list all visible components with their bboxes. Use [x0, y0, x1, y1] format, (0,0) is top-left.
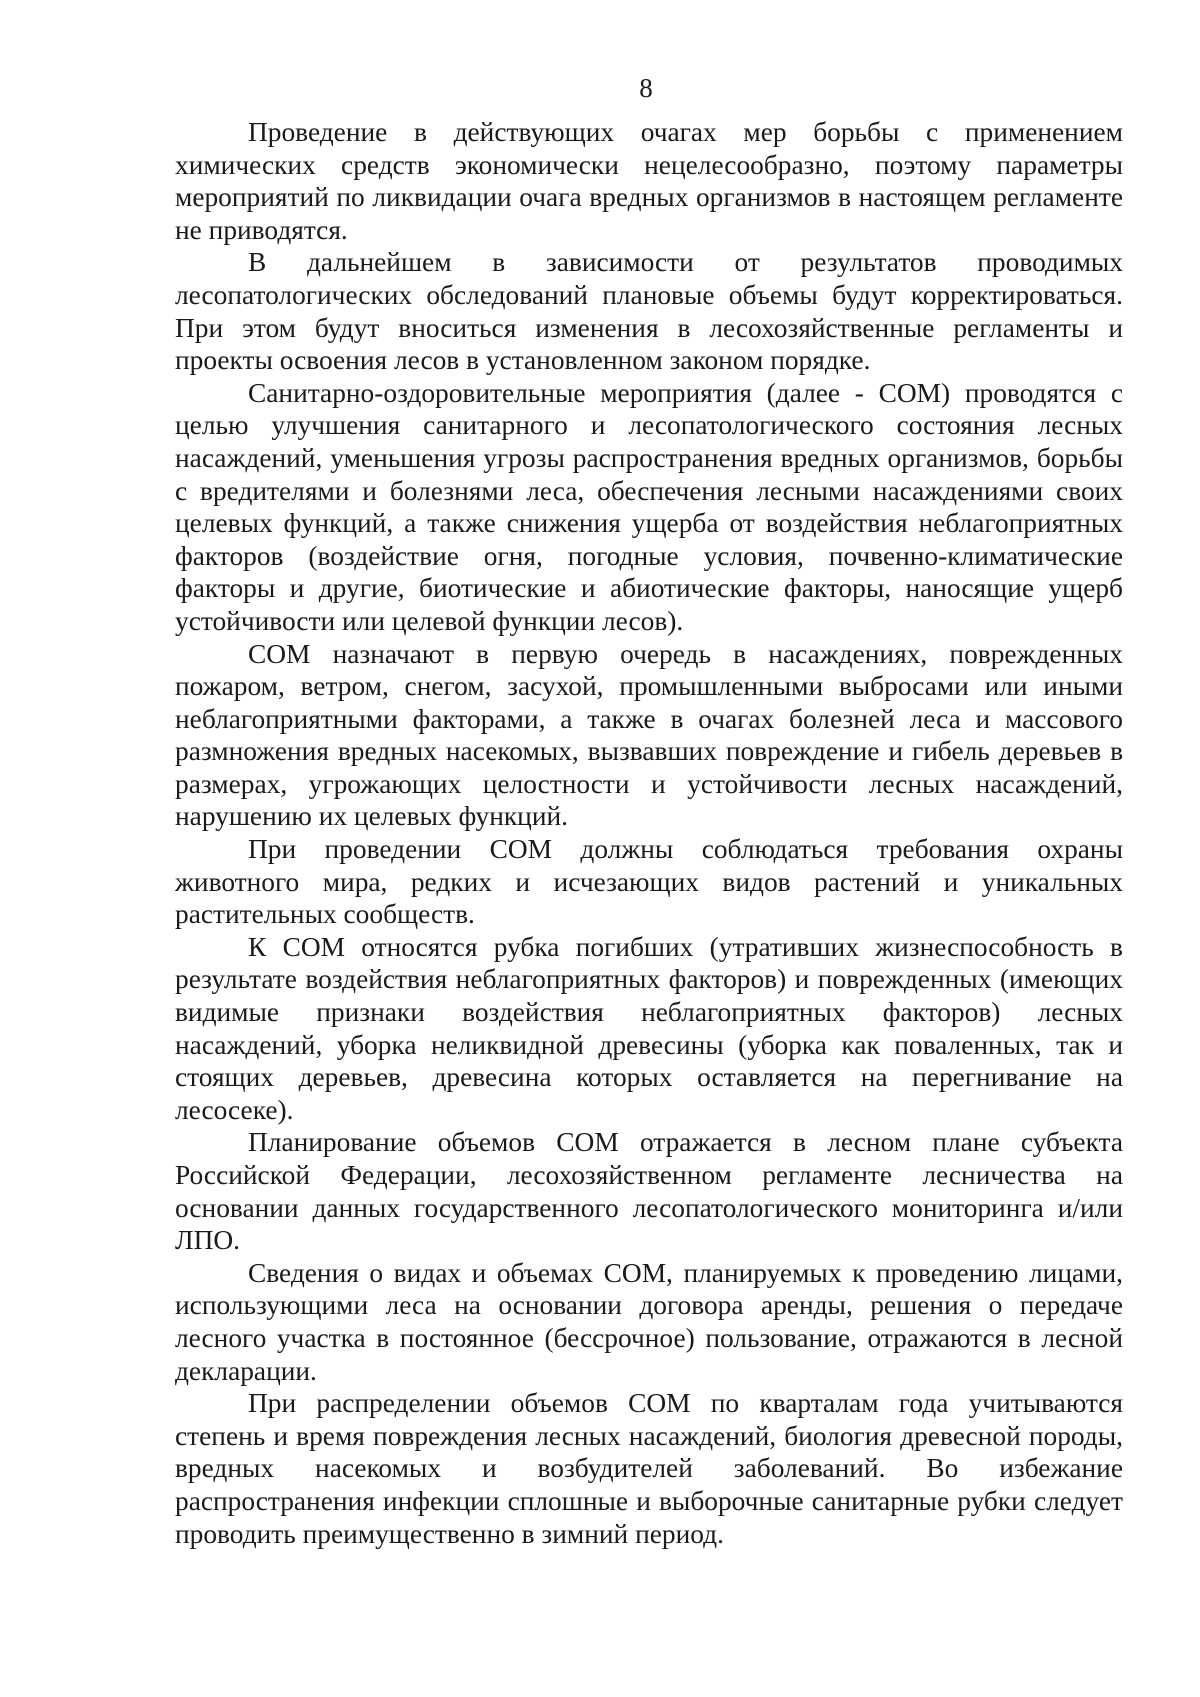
paragraph-som-assignment: СОМ назначают в первую очередь в насаждениях, поврежденных пожаром, ветром, снегом, засухой, промышленными выбросами или иными неблагоприятными факторами, а также в очагах болезней леса и массового размножения вредных насекомых, вызвавших повреждение и гибель деревьев в размерах, угрожающих целостности и устойчивости лесных насаждений, нарушению их целевых функций.	[175, 638, 1123, 832]
paragraph-forest-declaration: Сведения о видах и объемах СОМ, планируемых к проведению лицами, использующими леса на основании договора аренды, решения о передаче лесного участка в постоянное (бессрочное) пользование, отражаются в лесной декларации.	[175, 1257, 1123, 1386]
paragraph-som-types: К СОМ относятся рубка погибших (утративших жизнеспособность в результате воздействия неблагоприятных факторов) и поврежденных (имеющих видимые признаки воздействия неблагоприятных факторов) лесных насаждений, уборка неликвидной древесины (уборка как поваленных, так и стоящих деревьев, древесина которых оставляется на перегнивание на лесосеке).	[175, 931, 1123, 1125]
paragraph-chemical-control: Проведение в действующих очагах мер борьбы с применением химических средств экономически нецелесообразно, поэтому параметры мероприятий по ликвидации очага вредных организмов в настоящем регламенте не приводятся.	[175, 117, 1123, 245]
paragraph-som-planning: Планирование объемов СОМ отражается в лесном плане субъекта Российской Федерации, лесохозяйственном регламенте лесничества на основании данных государственного лесопатологического мониторинга и/или ЛПО.	[175, 1127, 1123, 1256]
paragraph-wildlife-protection: При проведении СОМ должны соблюдаться требования охраны животного мира, редких и исчезающих видов растений и уникальных растительных сообществ.	[175, 834, 1123, 930]
paragraph-quarterly-distribution: При распределении объемов СОМ по кварталам года учитываются степень и время повреждения лесных насаждений, биология древесной породы, вредных насекомых и возбудителей заболеваний. Во избежание распространения инфекции сплошные и выборочные санитарные рубки следует проводить преимущественно в зимний период.	[175, 1388, 1123, 1549]
page-number: 8	[639, 73, 653, 103]
document-body	[175, 116, 1123, 1550]
paragraph-plan-adjustment: В дальнейшем в зависимости от результатов проводимых лесопатологических обследований плановые объемы будут корректироваться. При этом будут вноситься изменения в лесохозяйственные регламенты и проекты освоения лесов в установленном законом порядке.	[175, 247, 1123, 376]
paragraph-som-definition: Санитарно-оздоровительные мероприятия (далее - СОМ) проводятся с целью улучшения санитарного и лесопатологического состояния лесных насаждений, уменьшения угрозы распространения вредных организмов, борьбы с вредителями и болезнями леса, обеспечения лесными насаждениями своих целевых функций, а также снижения ущерба от воздействия неблагоприятных факторов (воздействие огня, погодные условия, почвенно-климатические факторы и другие, биотические и абиотические факторы, наносящие ущерб устойчивости или целевой функции лесов).	[175, 377, 1123, 636]
